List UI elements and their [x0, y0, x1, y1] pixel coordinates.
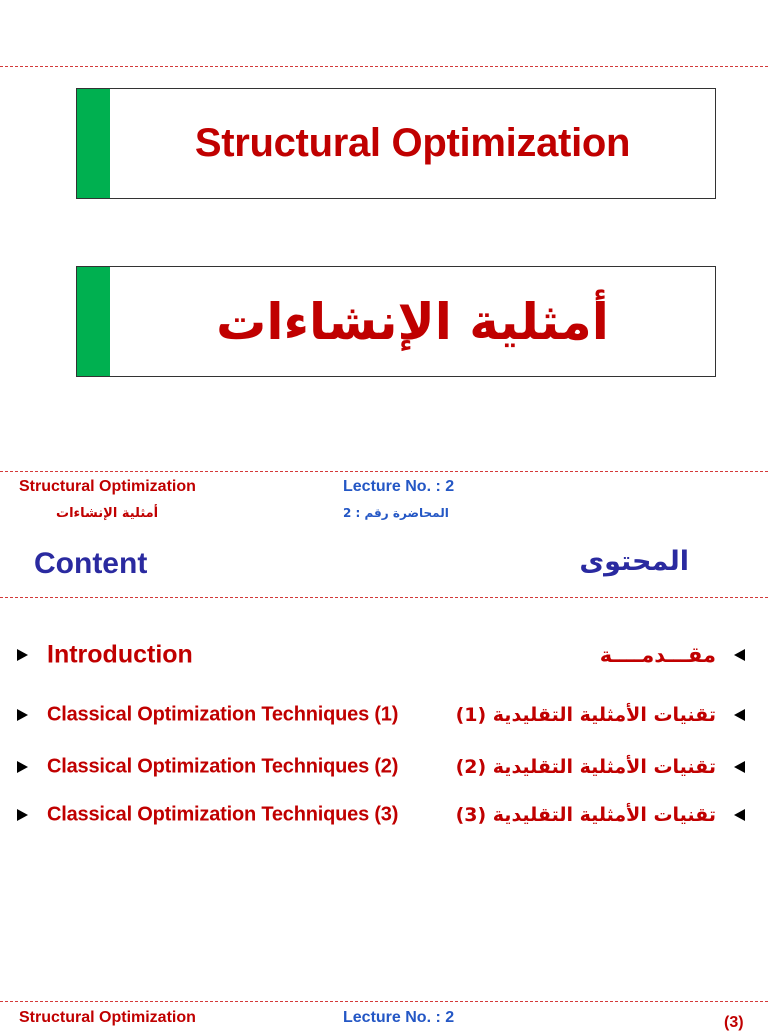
- list-item: [0, 798, 768, 832]
- course-title-ar: أمثلية الإنشاءات: [56, 506, 159, 521]
- bullet-triangle-right-icon: [17, 809, 28, 821]
- title-en-wrapper: [110, 89, 715, 198]
- course-title-en: Structural Optimization: [19, 478, 196, 495]
- title-en: Structural Optimization: [194, 121, 631, 165]
- title-ar-box: [76, 266, 716, 377]
- item-label-en: Introduction: [47, 640, 193, 669]
- slide1-top-divider: [0, 66, 768, 67]
- item-label-en: Classical Optimization Techniques (1): [47, 703, 399, 726]
- list-item: [0, 638, 768, 672]
- content-divider: [0, 597, 768, 598]
- item-label-ar: مقـــدمــــة: [599, 643, 716, 667]
- slide2-top-divider: [0, 471, 768, 472]
- item-label-en: Classical Optimization Techniques (3): [47, 803, 399, 826]
- list-item: [0, 750, 768, 784]
- lecture-number-ar: المحاضرة رقم : 2: [343, 506, 449, 520]
- green-accent-bar: [77, 267, 110, 376]
- item-label-ar: تقنيات الأمثلية التقليدية (1): [455, 704, 716, 726]
- bullet-triangle-right-icon: [17, 709, 28, 721]
- title-ar: أمثلية الإنشاءات: [216, 292, 609, 351]
- bullet-triangle-right-icon: [17, 761, 28, 773]
- bullet-triangle-left-icon: [734, 649, 745, 661]
- content-heading-ar: المحتوى: [579, 546, 689, 577]
- item-label-en: Classical Optimization Techniques (2): [47, 755, 399, 778]
- lecture-number-en: Lecture No. : 2: [343, 478, 455, 495]
- list-item: [0, 698, 768, 732]
- green-accent-bar: [77, 89, 110, 198]
- bullet-triangle-left-icon: [734, 709, 745, 721]
- content-heading-en: Content: [34, 547, 148, 580]
- bullet-triangle-right-icon: [17, 649, 28, 661]
- title-en-box: [76, 88, 716, 199]
- item-label-ar: تقنيات الأمثلية التقليدية (3): [455, 804, 716, 826]
- course-title-en: Structural Optimization: [19, 1009, 196, 1026]
- page-number: (3): [724, 1014, 744, 1031]
- slide3-top-divider: [0, 1001, 768, 1002]
- title-ar-wrapper: [110, 267, 715, 376]
- bullet-triangle-left-icon: [734, 809, 745, 821]
- bullet-triangle-left-icon: [734, 761, 745, 773]
- item-label-ar: تقنيات الأمثلية التقليدية (2): [455, 756, 716, 778]
- lecture-number-en: Lecture No. : 2: [343, 1009, 455, 1026]
